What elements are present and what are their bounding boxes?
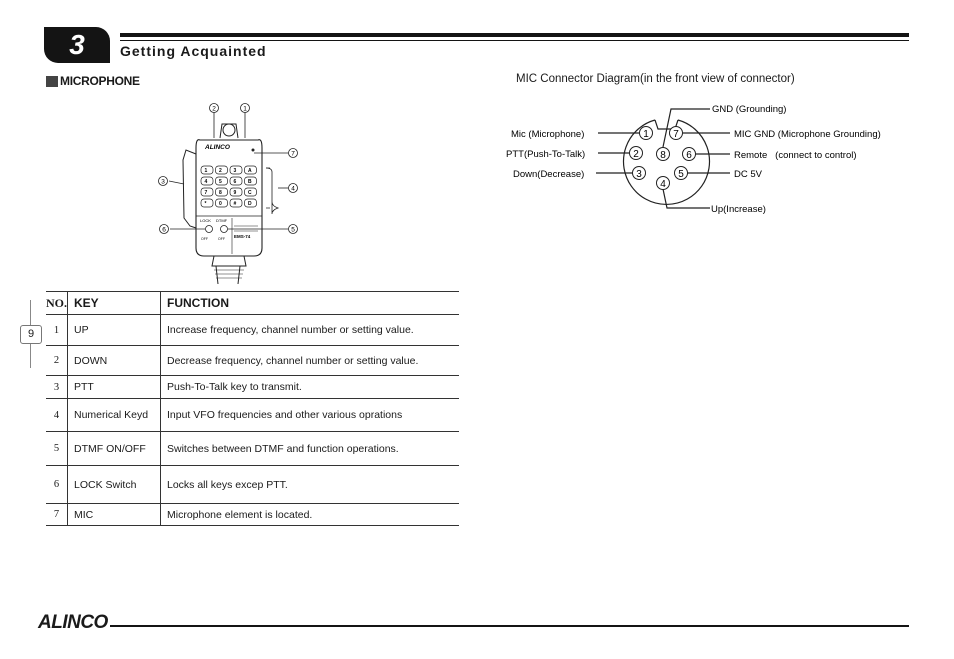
function-table: [46, 291, 459, 526]
pin-5: [675, 167, 688, 181]
keypad-key: [230, 166, 242, 174]
header-rule-thin: [120, 40, 909, 41]
callout-1: [241, 104, 250, 113]
svg-text:#: #: [233, 201, 237, 207]
row-no: 7: [46, 504, 68, 526]
svg-text:3: 3: [161, 178, 165, 186]
table-row: [46, 315, 459, 346]
label-mic-gnd: MIC GND (Microphone Grounding): [734, 129, 881, 140]
keypad-key: [216, 199, 228, 207]
callout-2: [210, 104, 219, 113]
row-no: 5: [46, 432, 68, 466]
row-function: Microphone element is located.: [161, 504, 460, 526]
svg-text:1: 1: [643, 129, 649, 140]
lock-label: LOCK: [200, 218, 211, 223]
footer-rule: [110, 625, 909, 627]
lock-off-label: OFF: [201, 237, 208, 241]
chapter-title: Getting Acquainted: [120, 43, 267, 59]
keypad-key: [230, 177, 242, 185]
svg-text:6: 6: [162, 226, 166, 234]
row-no: 3: [46, 376, 68, 399]
svg-text:A: A: [248, 168, 252, 174]
svg-text:6: 6: [686, 150, 692, 161]
keypad-key: [230, 199, 242, 207]
keypad-key: [216, 166, 228, 174]
keypad-key: [216, 188, 228, 196]
svg-text:6: 6: [233, 179, 237, 185]
svg-text:5: 5: [291, 226, 295, 234]
label-down: Down(Decrease): [513, 169, 585, 180]
row-function: Decrease frequency, channel number or setting value.: [161, 346, 460, 376]
row-no: 6: [46, 466, 68, 504]
table-row: [46, 376, 459, 399]
mic-element-icon: [252, 149, 255, 152]
connector-diagram: [500, 96, 920, 222]
callout-3: [159, 177, 168, 186]
page-number: 9: [20, 325, 42, 344]
chapter-badge: 3: [44, 27, 110, 63]
keypad-key: [201, 166, 213, 174]
svg-text:1: 1: [243, 105, 247, 113]
keypad-key: [245, 177, 257, 185]
label-gnd: GND (Grounding): [712, 104, 787, 115]
svg-text:*: *: [204, 201, 207, 207]
row-key: DOWN: [68, 346, 161, 376]
svg-text:3: 3: [636, 169, 642, 180]
svg-text:2: 2: [633, 149, 639, 160]
svg-text:9: 9: [233, 190, 237, 196]
pin-1: [640, 127, 653, 141]
pin-3: [633, 167, 646, 181]
svg-text:5: 5: [678, 169, 684, 180]
lock-switch-icon: [206, 226, 213, 233]
table-row: [46, 504, 459, 526]
row-key: UP: [68, 315, 161, 346]
svg-text:B: B: [248, 179, 252, 185]
pin-8: [657, 148, 670, 162]
keypad-key: [245, 166, 257, 174]
svg-text:7: 7: [673, 129, 679, 140]
row-no: 2: [46, 346, 68, 376]
keypad-key: [201, 199, 213, 207]
keypad-key: [216, 177, 228, 185]
keypad-key: [230, 188, 242, 196]
header-key: KEY: [68, 292, 161, 315]
microphone-illustration: [150, 98, 310, 284]
svg-text:4: 4: [660, 179, 666, 190]
table-row: [46, 346, 459, 376]
table-header-row: [46, 292, 459, 315]
mic-brand-label: ALINCO: [205, 144, 230, 151]
callout-5: [289, 225, 298, 234]
keypad-key: [245, 199, 257, 207]
callout-4: [289, 184, 298, 193]
row-key: PTT: [68, 376, 161, 399]
label-ptt: PTT(Push-To-Talk): [506, 149, 586, 160]
svg-text:0: 0: [219, 201, 222, 207]
header-function: FUNCTION: [161, 292, 460, 315]
svg-text:7: 7: [204, 190, 208, 196]
keypad-key: [201, 177, 213, 185]
callout-7: [289, 149, 298, 158]
dtmf-off-label: OFF: [218, 237, 225, 241]
keypad-key: [201, 188, 213, 196]
svg-text:5: 5: [219, 179, 222, 185]
row-key: Numerical Keyd: [68, 399, 161, 432]
svg-text:8: 8: [660, 150, 666, 161]
row-no: 4: [46, 399, 68, 432]
row-key: DTMF ON/OFF: [68, 432, 161, 466]
row-function: Push-To-Talk key to transmit.: [161, 376, 460, 399]
pin-2: [630, 147, 643, 161]
keypad-key: [245, 188, 257, 196]
model-label: EMS-74: [234, 234, 251, 239]
header-no: NO.: [46, 292, 68, 315]
svg-text:8: 8: [219, 190, 222, 196]
row-key: MIC: [68, 504, 161, 526]
row-function: Locks all keys excep PTT.: [161, 466, 460, 504]
row-function: Switches between DTMF and function operations.: [161, 432, 460, 466]
pin-7: [670, 127, 683, 141]
svg-text:3: 3: [233, 168, 237, 174]
section-title: MICROPHONE: [60, 74, 140, 88]
row-key: LOCK Switch: [68, 466, 161, 504]
svg-text:2: 2: [219, 168, 222, 174]
table-row: [46, 432, 459, 466]
svg-text:4: 4: [291, 185, 295, 193]
hanger-icon: [220, 124, 238, 138]
pin-6: [683, 148, 696, 162]
label-dc: DC 5V: [734, 169, 762, 180]
row-no: 1: [46, 315, 68, 346]
dtmf-label: DTMF: [216, 218, 228, 223]
microphone-body: [183, 140, 262, 284]
label-up: Up(Increase): [711, 204, 766, 215]
dtmf-switch-icon: [221, 226, 228, 233]
header-rule-thick: [120, 33, 909, 37]
svg-text:C: C: [248, 190, 252, 196]
label-mic: Mic (Microphone): [511, 129, 585, 140]
callout-6: [160, 225, 169, 234]
label-remote: Remote (connect to control): [734, 150, 857, 161]
table-row: [46, 466, 459, 504]
table-row: [46, 399, 459, 432]
svg-text:1: 1: [204, 168, 208, 174]
section-marker: [46, 76, 58, 87]
footer-logo: ALINCO: [38, 612, 108, 633]
row-function: Input VFO frequencies and other various oprations: [161, 399, 460, 432]
svg-text:2: 2: [212, 105, 216, 113]
connector-diagram-title: MIC Connector Diagram(in the front view of connector): [516, 73, 795, 85]
pin-4: [657, 177, 670, 191]
svg-text:7: 7: [291, 150, 295, 158]
svg-text:D: D: [248, 201, 252, 207]
svg-text:4: 4: [204, 179, 208, 185]
row-function: Increase frequency, channel number or setting value.: [161, 315, 460, 346]
